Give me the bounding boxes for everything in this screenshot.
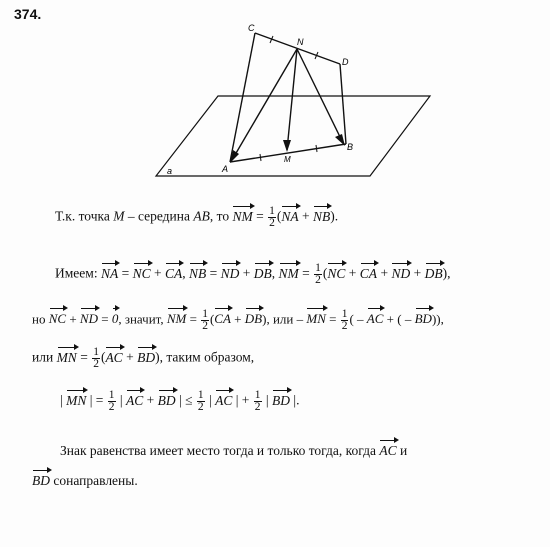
- tick-am: [260, 154, 261, 161]
- text-line-5: | MN | = $\frac{1}{2}$ | AC + BD | ≤ $\frac{1}{2}$ | AC | + $\frac{1}{2}$ | BD |.: [60, 389, 300, 413]
- label-plane-a: a: [167, 166, 173, 176]
- text-line-3: но NC + ND = 0, значит, NM = $\frac{1}{2}$ (CA + DB), или – MN = $\frac{1}{2}$ ( – AC + ( – BD)),: [32, 308, 444, 332]
- label-c: C: [248, 23, 255, 33]
- arrowhead-m: [283, 140, 291, 152]
- segment-db: [340, 64, 346, 144]
- plane: [156, 96, 430, 176]
- label-a: A: [222, 164, 229, 174]
- label-d: D: [342, 57, 349, 67]
- geometry-figure: [0, 0, 550, 200]
- text-line-6: Знак равенства имеет место тогда и только тогда, когда AC и: [60, 443, 408, 458]
- label-b: B: [347, 142, 354, 152]
- tick-mb: [316, 145, 317, 152]
- text-line-1: Т.к. точка M – середина AB, то NM = $\frac{1}{2}$ (NA + NB).: [55, 205, 339, 229]
- label-n: N: [297, 37, 304, 47]
- arrowhead-b: [335, 134, 345, 146]
- text-line-2: Имеем: NA = NC + CA, NB = ND + DB, NM = $\frac{1}{2}$ (NC + CA + ND + DB),: [55, 262, 451, 286]
- label-m: M: [284, 155, 291, 164]
- problem-number: 374.: [14, 6, 42, 22]
- text-line-7: BD сонаправлены.: [32, 473, 138, 488]
- text-line-4: или MN = $\frac{1}{2}$ (AC + BD), таким образом,: [32, 346, 255, 370]
